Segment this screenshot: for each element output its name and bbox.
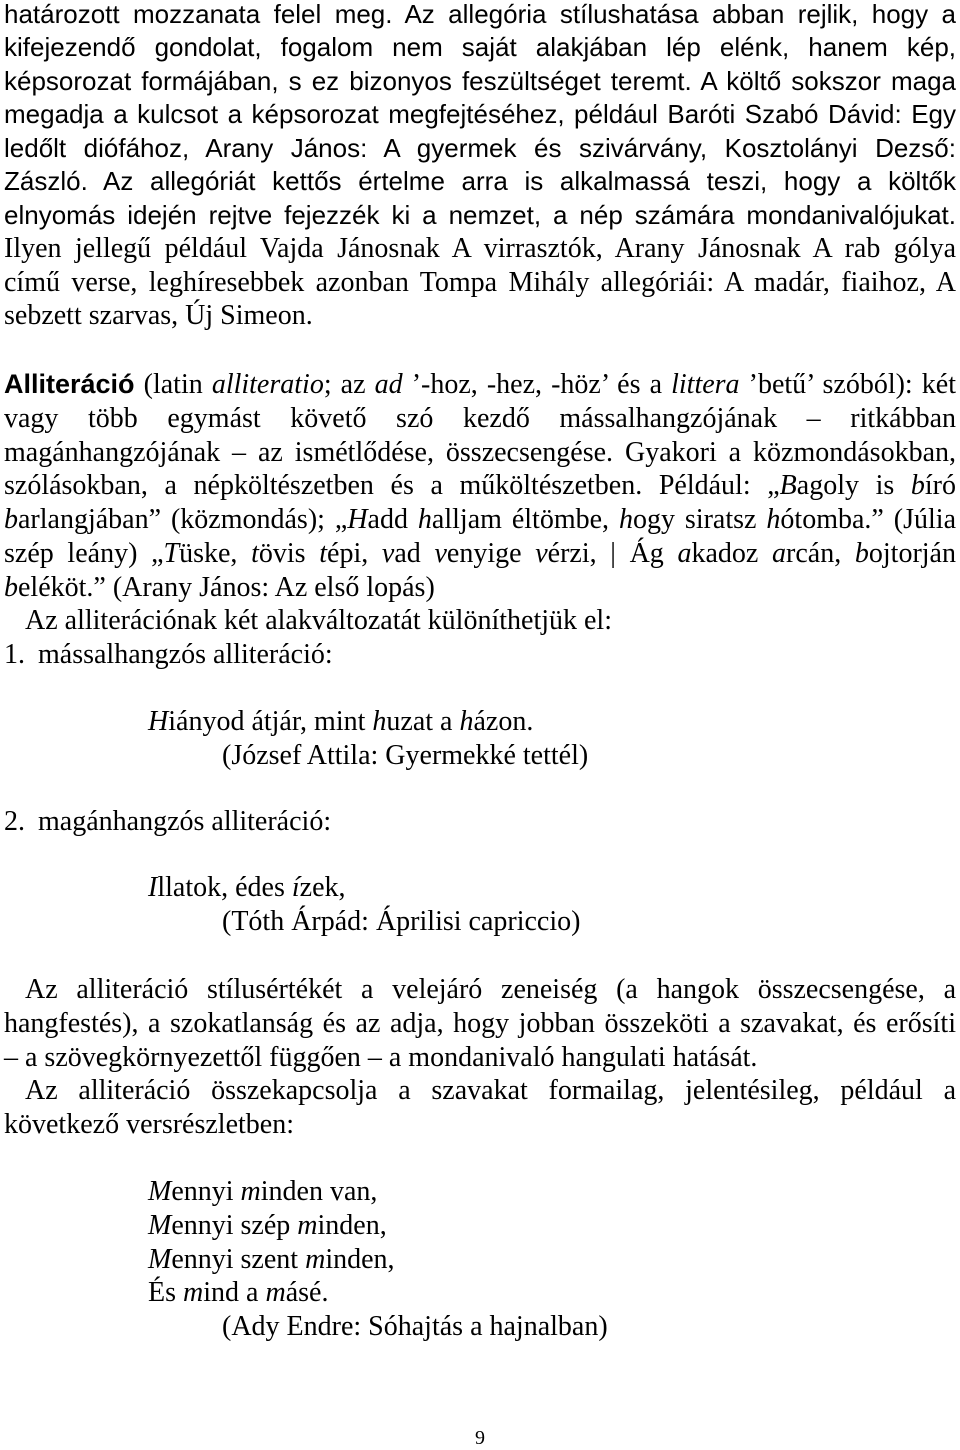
text-run: megadja a kulcsot a képsorozat megfejtéséhez, például Baróti Szabó Dávid: Egy bbox=[4, 99, 956, 130]
text-run: arlangjában” (közmondás); „ bbox=[18, 504, 348, 535]
italic-run: h bbox=[766, 504, 781, 535]
italic-run: m bbox=[297, 1209, 318, 1241]
text-line bbox=[4, 1108, 956, 1142]
italic-run: b bbox=[4, 504, 18, 535]
text-run: inden, bbox=[317, 1209, 387, 1241]
text-run: ’-hoz, -hez, -höz’ és a bbox=[402, 369, 672, 400]
text-run: ótomba.” (Júlia bbox=[780, 504, 956, 535]
list-number: 1. bbox=[4, 639, 25, 670]
text-line bbox=[4, 31, 956, 64]
text-run: magánhangzójának – az ismétlődése, összecsengése. Gyakori a közmondásokban, bbox=[4, 436, 956, 468]
italic-run: h bbox=[618, 504, 633, 535]
text-run: Az alliteráció összekapcsolja a szavakat formailag, jelentésileg, például a bbox=[25, 1075, 956, 1107]
italic-run: í bbox=[291, 872, 300, 903]
text-run: eléköt.” (Arany János: Az első lopás) bbox=[18, 571, 435, 603]
text-line bbox=[4, 0, 956, 31]
list-item-title: mássalhangzós alliteráció: bbox=[38, 639, 333, 670]
italic-run: m bbox=[305, 1243, 326, 1275]
text-run: ásé. bbox=[285, 1277, 329, 1309]
poem-line bbox=[4, 1276, 956, 1310]
italic-run: T bbox=[163, 537, 180, 569]
variant-1-example bbox=[4, 705, 956, 773]
text-line bbox=[4, 65, 956, 98]
text-run: ojtorján bbox=[868, 537, 956, 569]
text-line bbox=[4, 132, 956, 165]
text-line bbox=[4, 368, 956, 402]
text-run: határozott mozzanata felel meg. Az allegória stílushatása abban rejlik, hogy a bbox=[4, 0, 956, 29]
text-run: kadoz bbox=[691, 537, 773, 569]
poem-line bbox=[4, 1175, 956, 1209]
italic-run: v bbox=[381, 537, 395, 569]
alliteration-effect bbox=[4, 973, 956, 1142]
text-run: ennyi szent bbox=[171, 1243, 306, 1275]
source-citation: (József Attila: Gyermekké tettél) bbox=[222, 740, 589, 771]
poem-line bbox=[4, 705, 956, 739]
italic-run: h bbox=[417, 504, 432, 535]
italic-run: t bbox=[251, 537, 259, 569]
text-run: Zászló. Az allegóriát kettős értelme arra is alkalmassá teszi, hogy a költők bbox=[4, 166, 956, 197]
text-line bbox=[4, 469, 956, 503]
page-number: 9 bbox=[475, 1427, 485, 1449]
text-line bbox=[4, 232, 956, 265]
text-run: elnyomás idején rejtve fejezzék ki a nemzet, a nép számára mondanivalójukat. bbox=[4, 199, 956, 230]
italic-run: alliteratio bbox=[211, 369, 324, 400]
italic-run: B bbox=[779, 470, 797, 502]
text-run: ogy siratsz bbox=[632, 504, 767, 535]
source-citation: (Tóth Árpád: Áprilisi capriccio) bbox=[222, 906, 581, 937]
italic-run: m bbox=[183, 1277, 204, 1309]
text-run: ennyi bbox=[171, 1176, 241, 1207]
text-run: inden, bbox=[325, 1243, 395, 1275]
text-run: inden van, bbox=[260, 1176, 378, 1207]
italic-run: b bbox=[910, 470, 925, 502]
text-run: És bbox=[148, 1277, 183, 1309]
text-line bbox=[4, 436, 956, 470]
text-run: szólásokban, a népköltészetben és a műköltészetben. Például: „ bbox=[4, 470, 780, 502]
text-run: add bbox=[367, 504, 418, 535]
italic-run: M bbox=[148, 1176, 172, 1207]
text-run: alljam éltömbe, bbox=[431, 504, 619, 535]
text-run: hangfestés), a szokatlanság és az adja, hogy jobban összeköti a szavakat, és erősíti bbox=[4, 1007, 956, 1039]
text-run: képsorozat formájában, s ez bizonyos feszültséget teremt. A költő sokszor maga bbox=[4, 65, 956, 96]
text-run: szép leány) „ bbox=[4, 537, 164, 569]
italic-run: h bbox=[372, 706, 387, 737]
alliteration-definition bbox=[4, 368, 956, 672]
text-run: ennyi szép bbox=[171, 1209, 298, 1241]
italic-run: ad bbox=[374, 369, 403, 400]
poem-line bbox=[4, 871, 956, 905]
text-line bbox=[4, 98, 956, 131]
text-run: üske, bbox=[179, 537, 252, 569]
text-run: ad bbox=[394, 537, 435, 569]
text-run: ázon. bbox=[473, 706, 534, 737]
list-item-title: magánhangzós alliteráció: bbox=[38, 806, 332, 837]
italic-run: I bbox=[148, 872, 158, 903]
text-line bbox=[4, 571, 956, 605]
italic-run: M bbox=[148, 1243, 172, 1275]
text-run: övis bbox=[258, 537, 320, 569]
text-line bbox=[4, 1041, 956, 1075]
text-line bbox=[4, 537, 956, 571]
text-run: című verse, leghíresebbek azonban Tompa Mihály allegóriái: A madár, fiaihoz, A bbox=[4, 266, 956, 298]
italic-run: H bbox=[347, 504, 368, 535]
text-line bbox=[4, 165, 956, 198]
text-run: Az alliteráció stílusértékét a velejáró zeneiség (a hangok összecsengése, a bbox=[25, 974, 956, 1005]
text-run: ledőlt diófához, Arany János: A gyermek és szivárvány, Kosztolányi Dezső: bbox=[4, 132, 956, 163]
text-line bbox=[4, 973, 956, 1007]
italic-run: b bbox=[854, 537, 869, 569]
text-run: agoly is bbox=[796, 470, 911, 502]
italic-run: M bbox=[148, 1209, 172, 1241]
text-run: ; az bbox=[323, 369, 375, 400]
text-line bbox=[4, 199, 956, 232]
text-run: kifejezendő gondolat, fogalom nem saját alakjában lép elénk, hanem kép, bbox=[4, 32, 956, 63]
text-run: sebzett szarvas, Új Simeon. bbox=[4, 300, 313, 332]
text-line bbox=[4, 299, 956, 332]
text-line bbox=[4, 266, 956, 299]
italic-run: h bbox=[459, 706, 474, 737]
variants-intro: Az alliterációnak két alakváltozatát különíthetjük el: bbox=[25, 605, 612, 637]
text-run: (latin bbox=[134, 369, 212, 400]
italic-run: m bbox=[265, 1277, 286, 1309]
list-item-1 bbox=[4, 638, 956, 672]
text-run: író bbox=[924, 470, 956, 502]
poem-line bbox=[4, 1209, 956, 1243]
text-run: ind a bbox=[203, 1277, 266, 1309]
text-line bbox=[4, 1007, 956, 1041]
text-run: enyige bbox=[446, 537, 536, 569]
italic-run: b bbox=[4, 571, 18, 603]
italic-run: v bbox=[434, 537, 447, 569]
italic-run: m bbox=[240, 1176, 261, 1207]
italic-run: a bbox=[772, 537, 787, 569]
text-line bbox=[4, 503, 956, 537]
text-run: – a szövegkörnyezettől függően – a mondanivaló hangulati hatását. bbox=[4, 1041, 758, 1073]
text-run: uzat a bbox=[386, 706, 460, 737]
italic-run: v bbox=[535, 537, 548, 569]
list-item-2 bbox=[4, 805, 956, 839]
text-run: következő versrészletben: bbox=[4, 1109, 294, 1140]
italic-run: littera bbox=[671, 369, 740, 400]
text-run: iányod átjár, mint bbox=[168, 706, 373, 737]
text-run: rcán, bbox=[786, 537, 855, 569]
text-line bbox=[4, 402, 956, 436]
variant-2-example bbox=[4, 871, 956, 939]
italic-run: a bbox=[677, 537, 692, 569]
text-run: érzi, | Ág bbox=[547, 537, 678, 569]
text-run: Ilyen jellegű például Vajda Jánosnak A virrasztók, Arany Jánosnak A rab gólya bbox=[4, 233, 956, 265]
text-line bbox=[4, 805, 956, 839]
source-citation: (Ady Endre: Sóhajtás a hajnalban) bbox=[222, 1311, 608, 1342]
list-number: 2. bbox=[4, 806, 25, 837]
allegory-paragraph bbox=[4, 0, 956, 333]
poem-excerpt bbox=[4, 1175, 956, 1344]
text-line bbox=[4, 1074, 956, 1108]
poem-line bbox=[4, 1243, 956, 1277]
text-run: vagy több egymást követő szó kezdő mássalhangzójának – ritkábban bbox=[4, 402, 956, 434]
text-run: ’betű’ szóból): két bbox=[739, 369, 956, 400]
italic-run: H bbox=[148, 706, 169, 737]
italic-run: t bbox=[319, 537, 328, 569]
term-heading: Alliteráció bbox=[4, 369, 135, 399]
text-run: épi, bbox=[327, 537, 382, 569]
text-run: zek, bbox=[299, 872, 346, 903]
text-run: llatok, édes bbox=[157, 872, 292, 903]
